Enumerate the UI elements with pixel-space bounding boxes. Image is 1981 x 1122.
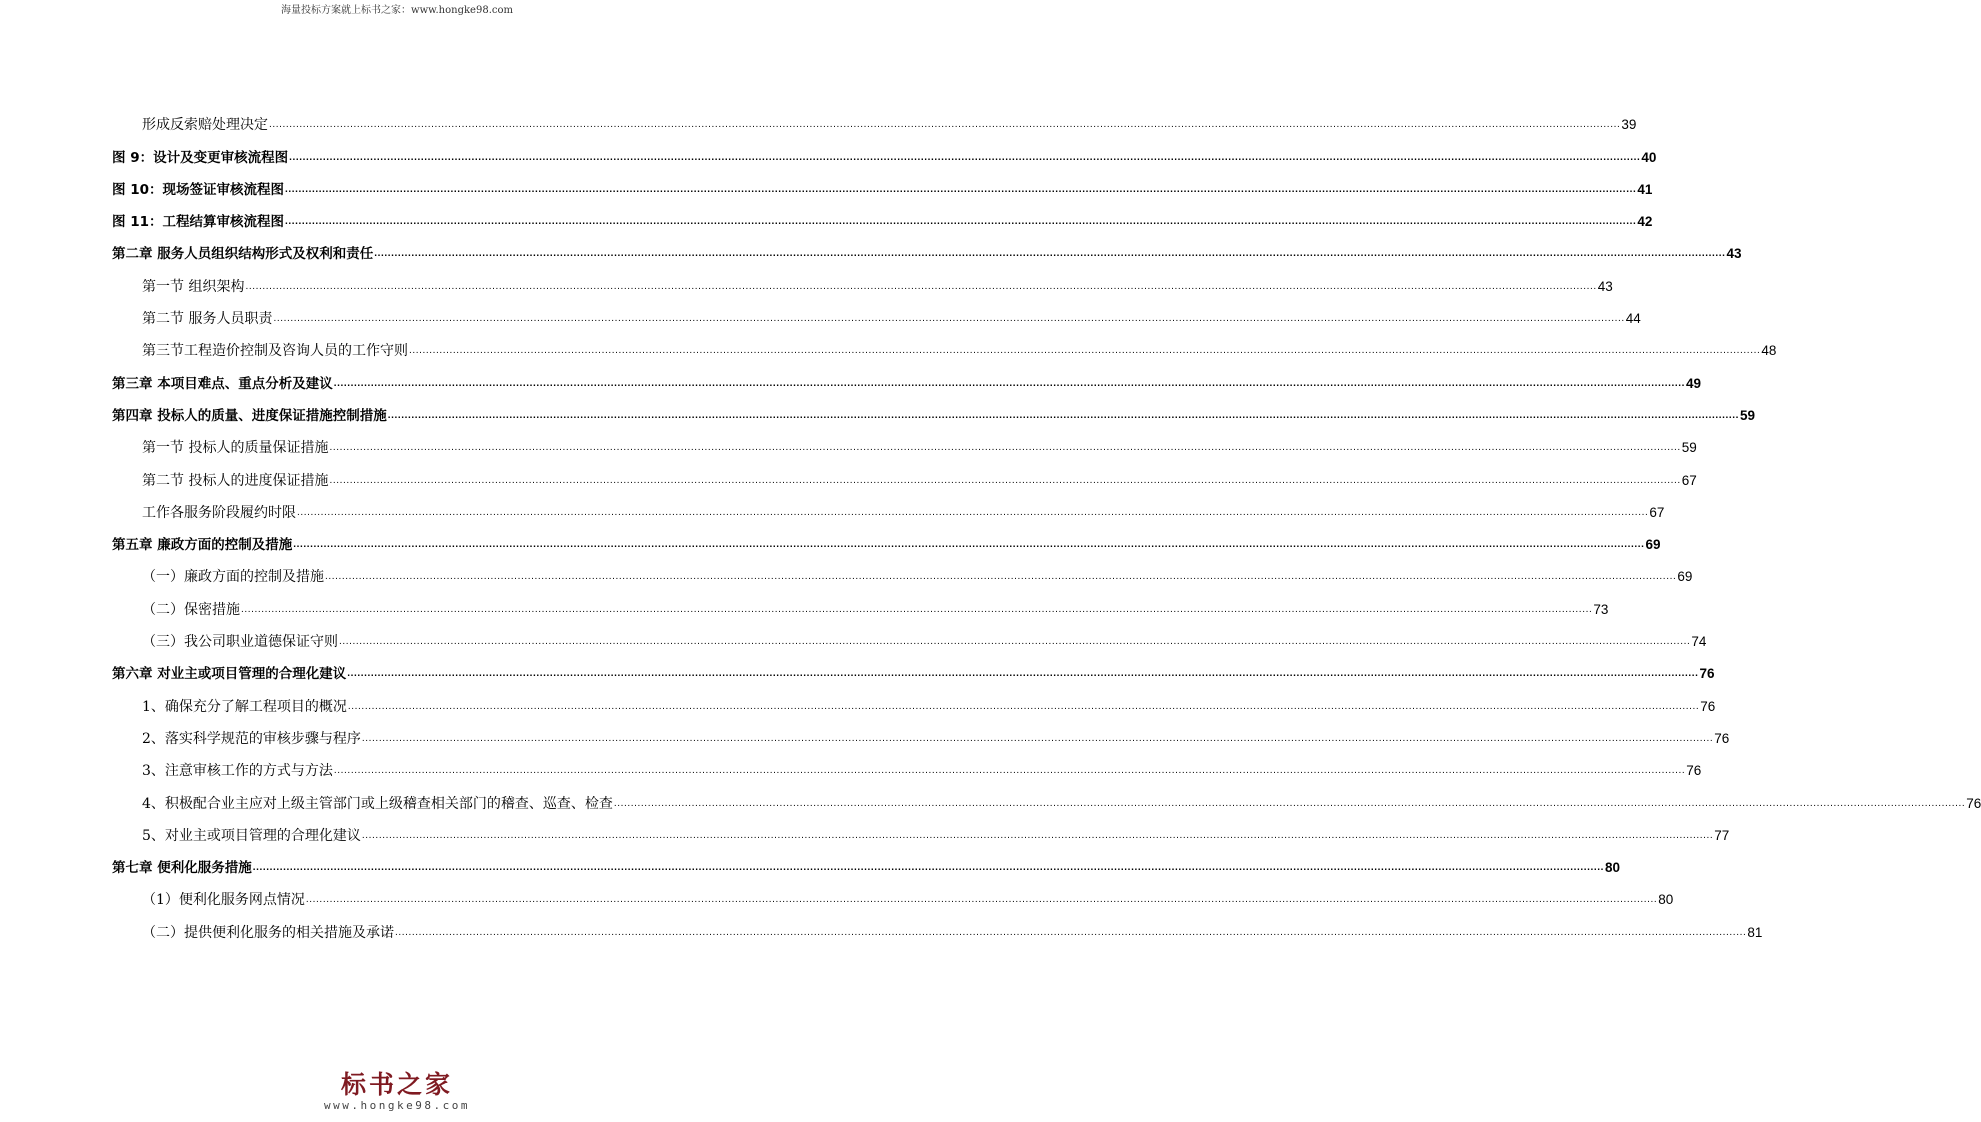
toc-entry-page: 49 <box>1686 375 1702 391</box>
toc-entry-page: 76 <box>1966 795 1981 811</box>
toc-entry-title: 形成反索赔处理决定 <box>142 117 268 134</box>
toc-entry-title: 第二节 投标人的进度保证措施 <box>142 472 329 489</box>
toc-entry-page: 76 <box>1686 763 1702 779</box>
toc-entry[interactable] <box>112 524 1661 556</box>
toc-leader-dots: ................................................................................................................................................................................................................................................................................................................................................................................................................ <box>333 377 1686 389</box>
toc-entry-title: 第六章 对业主或项目管理的合理化建议 <box>112 666 347 683</box>
toc-entry-page: 43 <box>1597 278 1613 294</box>
toc-entry[interactable] <box>112 911 1763 943</box>
toc-entry[interactable] <box>112 265 1613 297</box>
toc-entry-page: 80 <box>1658 892 1674 908</box>
toc-leader-dots: ................................................................................................................................................................................................................................................................................................................................................................................................................ <box>347 668 1699 680</box>
toc-entry-title: 第三节工程造价控制及咨询人员的工作守则 <box>142 343 408 360</box>
toc-entry[interactable] <box>112 395 1756 427</box>
toc-entry[interactable] <box>112 233 1742 265</box>
toc-entry-title: 1、确保充分了解工程项目的概况 <box>142 698 347 715</box>
toc-leader-dots: ................................................................................................................................................................................................................................................................................................................................................................................................................ <box>273 313 1625 325</box>
toc-entry[interactable] <box>112 556 1693 588</box>
toc-entry-title: 图 9：设计及变更审核流程图 <box>112 149 289 166</box>
toc-entry[interactable] <box>112 362 1702 394</box>
logo-text: 标书之家 <box>340 1070 453 1099</box>
toc-entry[interactable] <box>112 427 1697 459</box>
toc-entry[interactable] <box>112 201 1653 233</box>
toc-entry-page: 73 <box>1593 601 1609 617</box>
toc-leader-dots: ................................................................................................................................................................................................................................................................................................................................................................................................................ <box>409 345 1761 357</box>
toc-entry-title: 图 10：现场签证审核流程图 <box>112 181 284 198</box>
toc-leader-dots: ................................................................................................................................................................................................................................................................................................................................................................................................................ <box>241 603 1593 615</box>
toc-leader-dots: ................................................................................................................................................................................................................................................................................................................................................................................................................ <box>613 797 1966 809</box>
toc-leader-dots: ................................................................................................................................................................................................................................................................................................................................................................................................................ <box>285 216 1637 228</box>
toc-entry[interactable] <box>112 685 1716 717</box>
toc-entry[interactable] <box>112 492 1665 524</box>
toc-entry-title: 第三章 本项目难点、重点分析及建议 <box>112 375 333 392</box>
toc-entry-page: 69 <box>1677 569 1693 585</box>
toc-entry[interactable] <box>112 621 1707 653</box>
toc-leader-dots: ................................................................................................................................................................................................................................................................................................................................................................................................................ <box>305 894 1658 906</box>
toc-entry-title: 第二章 服务人员组织结构形式及权利和责任 <box>112 246 374 263</box>
toc-entry-page: 69 <box>1645 537 1661 553</box>
toc-entry[interactable] <box>112 136 1657 168</box>
toc-entry-title: 2、落实科学规范的审核步骤与程序 <box>142 730 361 747</box>
toc-entry-page: 43 <box>1726 246 1742 262</box>
logo-url: www.hongke98.com <box>324 1099 470 1112</box>
toc-entry-title: 第五章 廉政方面的控制及措施 <box>112 537 293 554</box>
toc-leader-dots: ................................................................................................................................................................................................................................................................................................................................................................................................................ <box>252 862 1605 874</box>
toc-entry-title: 第一节 组织架构 <box>142 278 245 295</box>
toc-entry-page: 76 <box>1700 698 1716 714</box>
toc-entry-title: 图 11：工程结算审核流程图 <box>112 214 284 231</box>
footer-logo <box>0 1072 794 1114</box>
toc-leader-dots: ................................................................................................................................................................................................................................................................................................................................................................................................................ <box>289 151 1641 163</box>
toc-entry-title: （二）保密措施 <box>142 601 240 618</box>
toc-entry[interactable] <box>112 104 1637 136</box>
toc-entry-page: 74 <box>1691 634 1707 650</box>
toc-entry[interactable] <box>112 330 1777 362</box>
toc-entry-page: 59 <box>1681 440 1697 456</box>
toc-leader-dots: ................................................................................................................................................................................................................................................................................................................................................................................................................ <box>293 539 1645 551</box>
toc-entry-page: 76 <box>1714 730 1730 746</box>
toc-entry[interactable] <box>112 879 1674 911</box>
toc-leader-dots: ................................................................................................................................................................................................................................................................................................................................................................................................................ <box>395 926 1747 938</box>
toc-entry-page: 44 <box>1625 311 1641 327</box>
toc-entry-page: 77 <box>1714 827 1730 843</box>
toc-entry[interactable] <box>112 782 1981 814</box>
table-of-contents <box>112 104 1981 944</box>
toc-entry[interactable] <box>112 815 1730 847</box>
toc-entry-title: 第七章 便利化服务措施 <box>112 860 252 877</box>
toc-leader-dots: ................................................................................................................................................................................................................................................................................................................................................................................................................ <box>329 474 1681 486</box>
toc-entry-page: 40 <box>1641 149 1657 165</box>
toc-entry[interactable] <box>112 459 1697 491</box>
toc-leader-dots: ................................................................................................................................................................................................................................................................................................................................................................................................................ <box>285 183 1637 195</box>
toc-entry-title: 5、对业主或项目管理的合理化建议 <box>142 827 361 844</box>
toc-entry-title: 第一节 投标人的质量保证措施 <box>142 440 329 457</box>
toc-leader-dots: ................................................................................................................................................................................................................................................................................................................................................................................................................ <box>361 829 1714 841</box>
toc-entry[interactable] <box>112 718 1730 750</box>
toc-entry-title: 3、注意审核工作的方式与方法 <box>142 763 333 780</box>
toc-entry-title: 第二节 服务人员职责 <box>142 311 273 328</box>
toc-entry-title: 工作各服务阶段履约时限 <box>142 504 296 521</box>
toc-leader-dots: ................................................................................................................................................................................................................................................................................................................................................................................................................ <box>297 506 1649 518</box>
toc-entry-page: 59 <box>1740 407 1756 423</box>
toc-entry[interactable] <box>112 847 1621 879</box>
toc-entry-page: 39 <box>1621 117 1637 133</box>
toc-entry-title: 4、积极配合业主应对上级主管部门或上级稽查相关部门的稽查、巡查、检查 <box>142 795 613 812</box>
toc-entry-page: 42 <box>1637 214 1653 230</box>
toc-leader-dots: ................................................................................................................................................................................................................................................................................................................................................................................................................ <box>387 409 1740 421</box>
toc-entry-title: （三）我公司职业道德保证守则 <box>142 634 338 651</box>
toc-entry-title: （一）廉政方面的控制及措施 <box>142 569 324 586</box>
toc-entry-page: 67 <box>1649 504 1665 520</box>
toc-leader-dots: ................................................................................................................................................................................................................................................................................................................................................................................................................ <box>325 571 1677 583</box>
toc-leader-dots: ................................................................................................................................................................................................................................................................................................................................................................................................................ <box>329 442 1681 454</box>
toc-leader-dots: ................................................................................................................................................................................................................................................................................................................................................................................................................ <box>374 248 1726 260</box>
toc-leader-dots: ................................................................................................................................................................................................................................................................................................................................................................................................................ <box>245 280 1597 292</box>
page-header: 海量投标方案就上标书之家：www.hongke98.com <box>281 5 513 16</box>
toc-entry[interactable] <box>112 750 1702 782</box>
toc-entry-title: （1）便利化服务网点情况 <box>142 892 305 909</box>
toc-leader-dots: ................................................................................................................................................................................................................................................................................................................................................................................................................ <box>339 636 1691 648</box>
toc-entry[interactable] <box>112 588 1609 620</box>
toc-entry-page: 76 <box>1699 666 1715 682</box>
toc-entry-page: 67 <box>1681 472 1697 488</box>
toc-leader-dots: ................................................................................................................................................................................................................................................................................................................................................................................................................ <box>361 732 1714 744</box>
toc-entry[interactable] <box>112 653 1715 685</box>
toc-entry-title: 第四章 投标人的质量、进度保证措施控制措施 <box>112 407 387 424</box>
toc-entry-page: 48 <box>1761 343 1777 359</box>
toc-entry-title: （二）提供便利化服务的相关措施及承诺 <box>142 924 394 941</box>
toc-leader-dots: ................................................................................................................................................................................................................................................................................................................................................................................................................ <box>347 700 1700 712</box>
toc-entry-page: 41 <box>1637 181 1653 197</box>
toc-entry[interactable] <box>112 298 1641 330</box>
toc-entry-page: 81 <box>1747 924 1763 940</box>
toc-entry-page: 80 <box>1605 860 1621 876</box>
toc-leader-dots: ................................................................................................................................................................................................................................................................................................................................................................................................................ <box>269 119 1621 131</box>
toc-entry[interactable] <box>112 169 1653 201</box>
toc-leader-dots: ................................................................................................................................................................................................................................................................................................................................................................................................................ <box>333 765 1686 777</box>
